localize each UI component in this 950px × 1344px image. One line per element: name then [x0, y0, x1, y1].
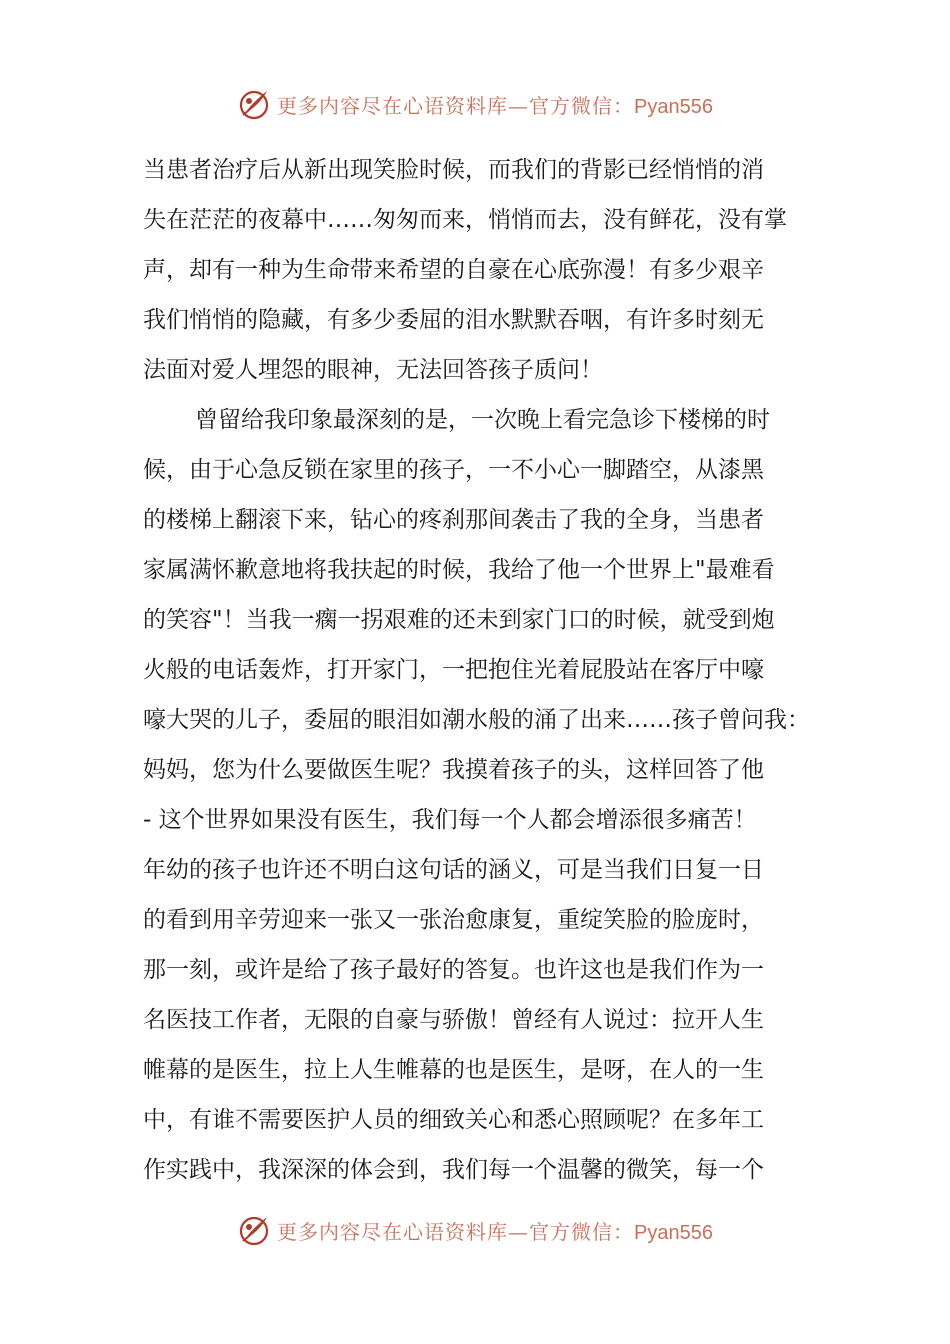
text-line: 失在茫茫的夜幕中……匆匆而来，悄悄而去，没有鲜花，没有掌 — [143, 207, 787, 233]
text-line: 我们悄悄的隐藏，有多少委屈的泪水默默吞咽，有许多时刻无 — [143, 307, 764, 333]
text-line: 中，有谁不需要医护人员的细致关心和悉心照顾呢？在多年工 — [143, 1107, 764, 1133]
text-line: 火般的电话轰炸，打开家门，一把抱住光着屁股站在客厅中嚎 — [143, 657, 764, 683]
text-line: 那一刻，或许是给了孩子最好的答复。也许这也是我们作为一 — [143, 957, 764, 983]
text-line: 家属满怀歉意地将我扶起的时候，我给了他一个世界上"最难看 — [143, 557, 775, 583]
text-line: 名医技工作者，无限的自豪与骄傲！曾经有人说过：拉开人生 — [143, 1007, 764, 1033]
footer-banner — [0, 1210, 950, 1250]
text-line: - 这个世界如果没有医生，我们每一个人都会增添很多痛苦！ — [143, 807, 757, 833]
text-line: 的笑容"！当我一瘸一拐艰难的还未到家门口的时候，就受到炮 — [143, 607, 775, 633]
quill-logo-icon — [237, 87, 271, 121]
header-banner-label: 更多内容尽在心语资料库—官方微信： — [277, 93, 635, 118]
quill-logo-icon — [237, 1213, 271, 1247]
text-line: 候，由于心急反锁在家里的孩子，一不小心一脚踏空，从漆黑 — [143, 457, 764, 483]
footer-banner-text — [277, 1216, 713, 1245]
text-line: 作实践中，我深深的体会到，我们每一个温馨的微笑，每一个 — [143, 1157, 764, 1183]
text-line: 嚎大哭的儿子，委屈的眼泪如潮水般的涌了出来……孩子曾问我： — [143, 707, 810, 733]
text-line: 的看到用辛劳迎来一张又一张治愈康复，重绽笑脸的脸庞时， — [143, 907, 764, 933]
footer-banner-label: 更多内容尽在心语资料库—官方微信： — [277, 1219, 635, 1244]
text-line: 声，却有一种为生命带来希望的自豪在心底弥漫！有多少艰辛 — [143, 257, 764, 283]
footer-wechat-id: Pyan556 — [634, 1221, 713, 1244]
header-banner — [0, 84, 950, 124]
text-line-paragraph-start: 曾留给我印象最深刻的是，一次晚上看完急诊下楼梯的时 — [195, 407, 770, 433]
document-body — [143, 145, 813, 1195]
text-line: 年幼的孩子也许还不明白这句话的涵义，可是当我们日复一日 — [143, 857, 764, 883]
text-line: 的楼梯上翻滚下来，钻心的疼刹那间袭击了我的全身，当患者 — [143, 507, 764, 533]
header-banner-text — [277, 90, 713, 119]
text-line: 当患者治疗后从新出现笑脸时候，而我们的背影已经悄悄的消 — [143, 157, 764, 183]
text-line: 帷幕的是医生，拉上人生帷幕的也是医生，是呀，在人的一生 — [143, 1057, 764, 1083]
text-line: 法面对爱人埋怨的眼神，无法回答孩子质问！ — [143, 357, 603, 383]
header-wechat-id: Pyan556 — [634, 95, 713, 118]
text-line: 妈妈，您为什么要做医生呢？我摸着孩子的头，这样回答了他 — [143, 757, 764, 783]
